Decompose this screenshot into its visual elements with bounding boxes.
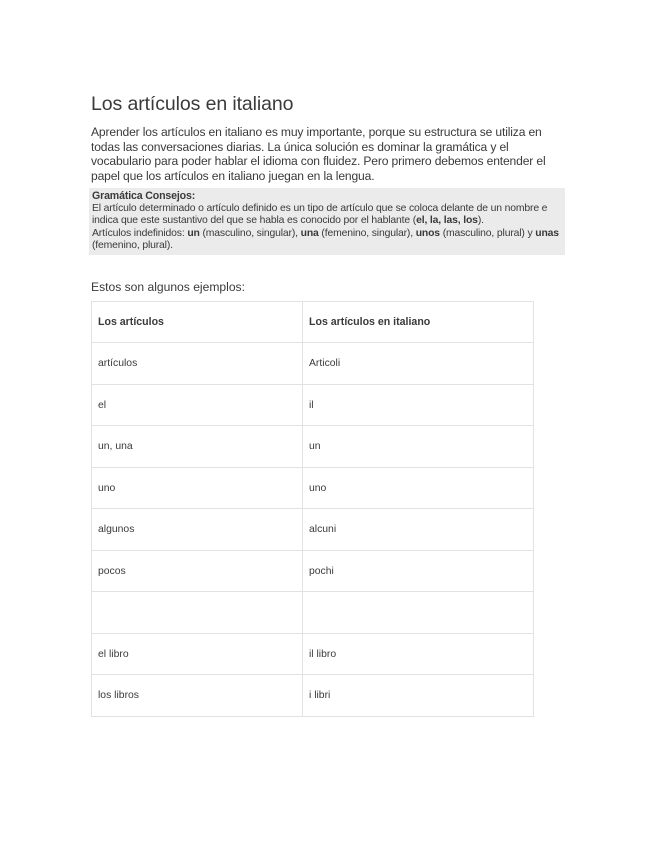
table-cell: algunos [92, 509, 303, 551]
table-cell: Articoli [303, 343, 534, 385]
grammar-tips-box [89, 188, 565, 255]
tips-definite-text: El artículo determinado o artículo definido es un tipo de artículo que se coloca delante de un nombre e indica que este sustantivo del que se habla es conocido por el hablante ( [92, 202, 548, 227]
article-una-desc: (femenino, singular), [318, 227, 416, 239]
table-cell: artículos [92, 343, 303, 385]
article-un-desc: (masculino, singular), [199, 227, 301, 239]
table-cell [92, 592, 303, 634]
table-row [92, 384, 534, 426]
table-cell: el libro [92, 633, 303, 675]
table-row [92, 426, 534, 468]
intro-paragraph: Aprender los artículos en italiano es muy importante, porque su estructura se utiliza en todas las conversaciones diarias. La única solución es dominar la gramática y el vocabulario para poder hablar el idioma con fluidez. Pero primero debemos entender el papel que los artículos en italiano juegan en la lengua. [91, 125, 546, 183]
table-row [92, 509, 534, 551]
examples-table [91, 301, 534, 717]
table-header-cell: Los artículos en italiano [303, 301, 534, 343]
article-una: una [300, 227, 319, 239]
table-row [92, 633, 534, 675]
document-page [91, 92, 566, 717]
article-unas: unas [535, 227, 559, 239]
table-cell: alcuni [303, 509, 534, 551]
table-cell: un, una [92, 426, 303, 468]
table-cell: il libro [303, 633, 534, 675]
tips-indefinite-prefix: Artículos indefinidos: [92, 227, 188, 239]
table-cell: el [92, 384, 303, 426]
table-cell [303, 592, 534, 634]
article-unos-desc: (masculino, plural) y [439, 227, 536, 239]
table-cell: uno [92, 467, 303, 509]
table-row [92, 675, 534, 717]
table-cell: i libri [303, 675, 534, 717]
examples-title: Estos son algunos ejemplos: [91, 279, 245, 294]
table-row [92, 467, 534, 509]
article-unas-desc: (femenino, plural). [92, 240, 173, 252]
table-cell: pocos [92, 550, 303, 592]
tips-definite-end: ). [477, 215, 484, 227]
table-cell: uno [303, 467, 534, 509]
table-cell: los libros [92, 675, 303, 717]
table-row [92, 592, 534, 634]
tips-definite-articles [92, 203, 562, 228]
tips-indefinite-articles [92, 228, 562, 253]
tips-title: Gramática Consejos: [92, 190, 196, 203]
article-unos: unos [415, 227, 440, 239]
table-cell: un [303, 426, 534, 468]
table-cell: il [303, 384, 534, 426]
page-title: Los artículos en italiano [91, 93, 294, 115]
tips-definite-list: el, la, las, los [416, 215, 478, 227]
table-cell: pochi [303, 550, 534, 592]
table-row [92, 550, 534, 592]
article-un: un [187, 227, 200, 239]
table-row [92, 343, 534, 385]
table-header-row [92, 301, 534, 343]
table-header-cell: Los artículos [92, 301, 303, 343]
